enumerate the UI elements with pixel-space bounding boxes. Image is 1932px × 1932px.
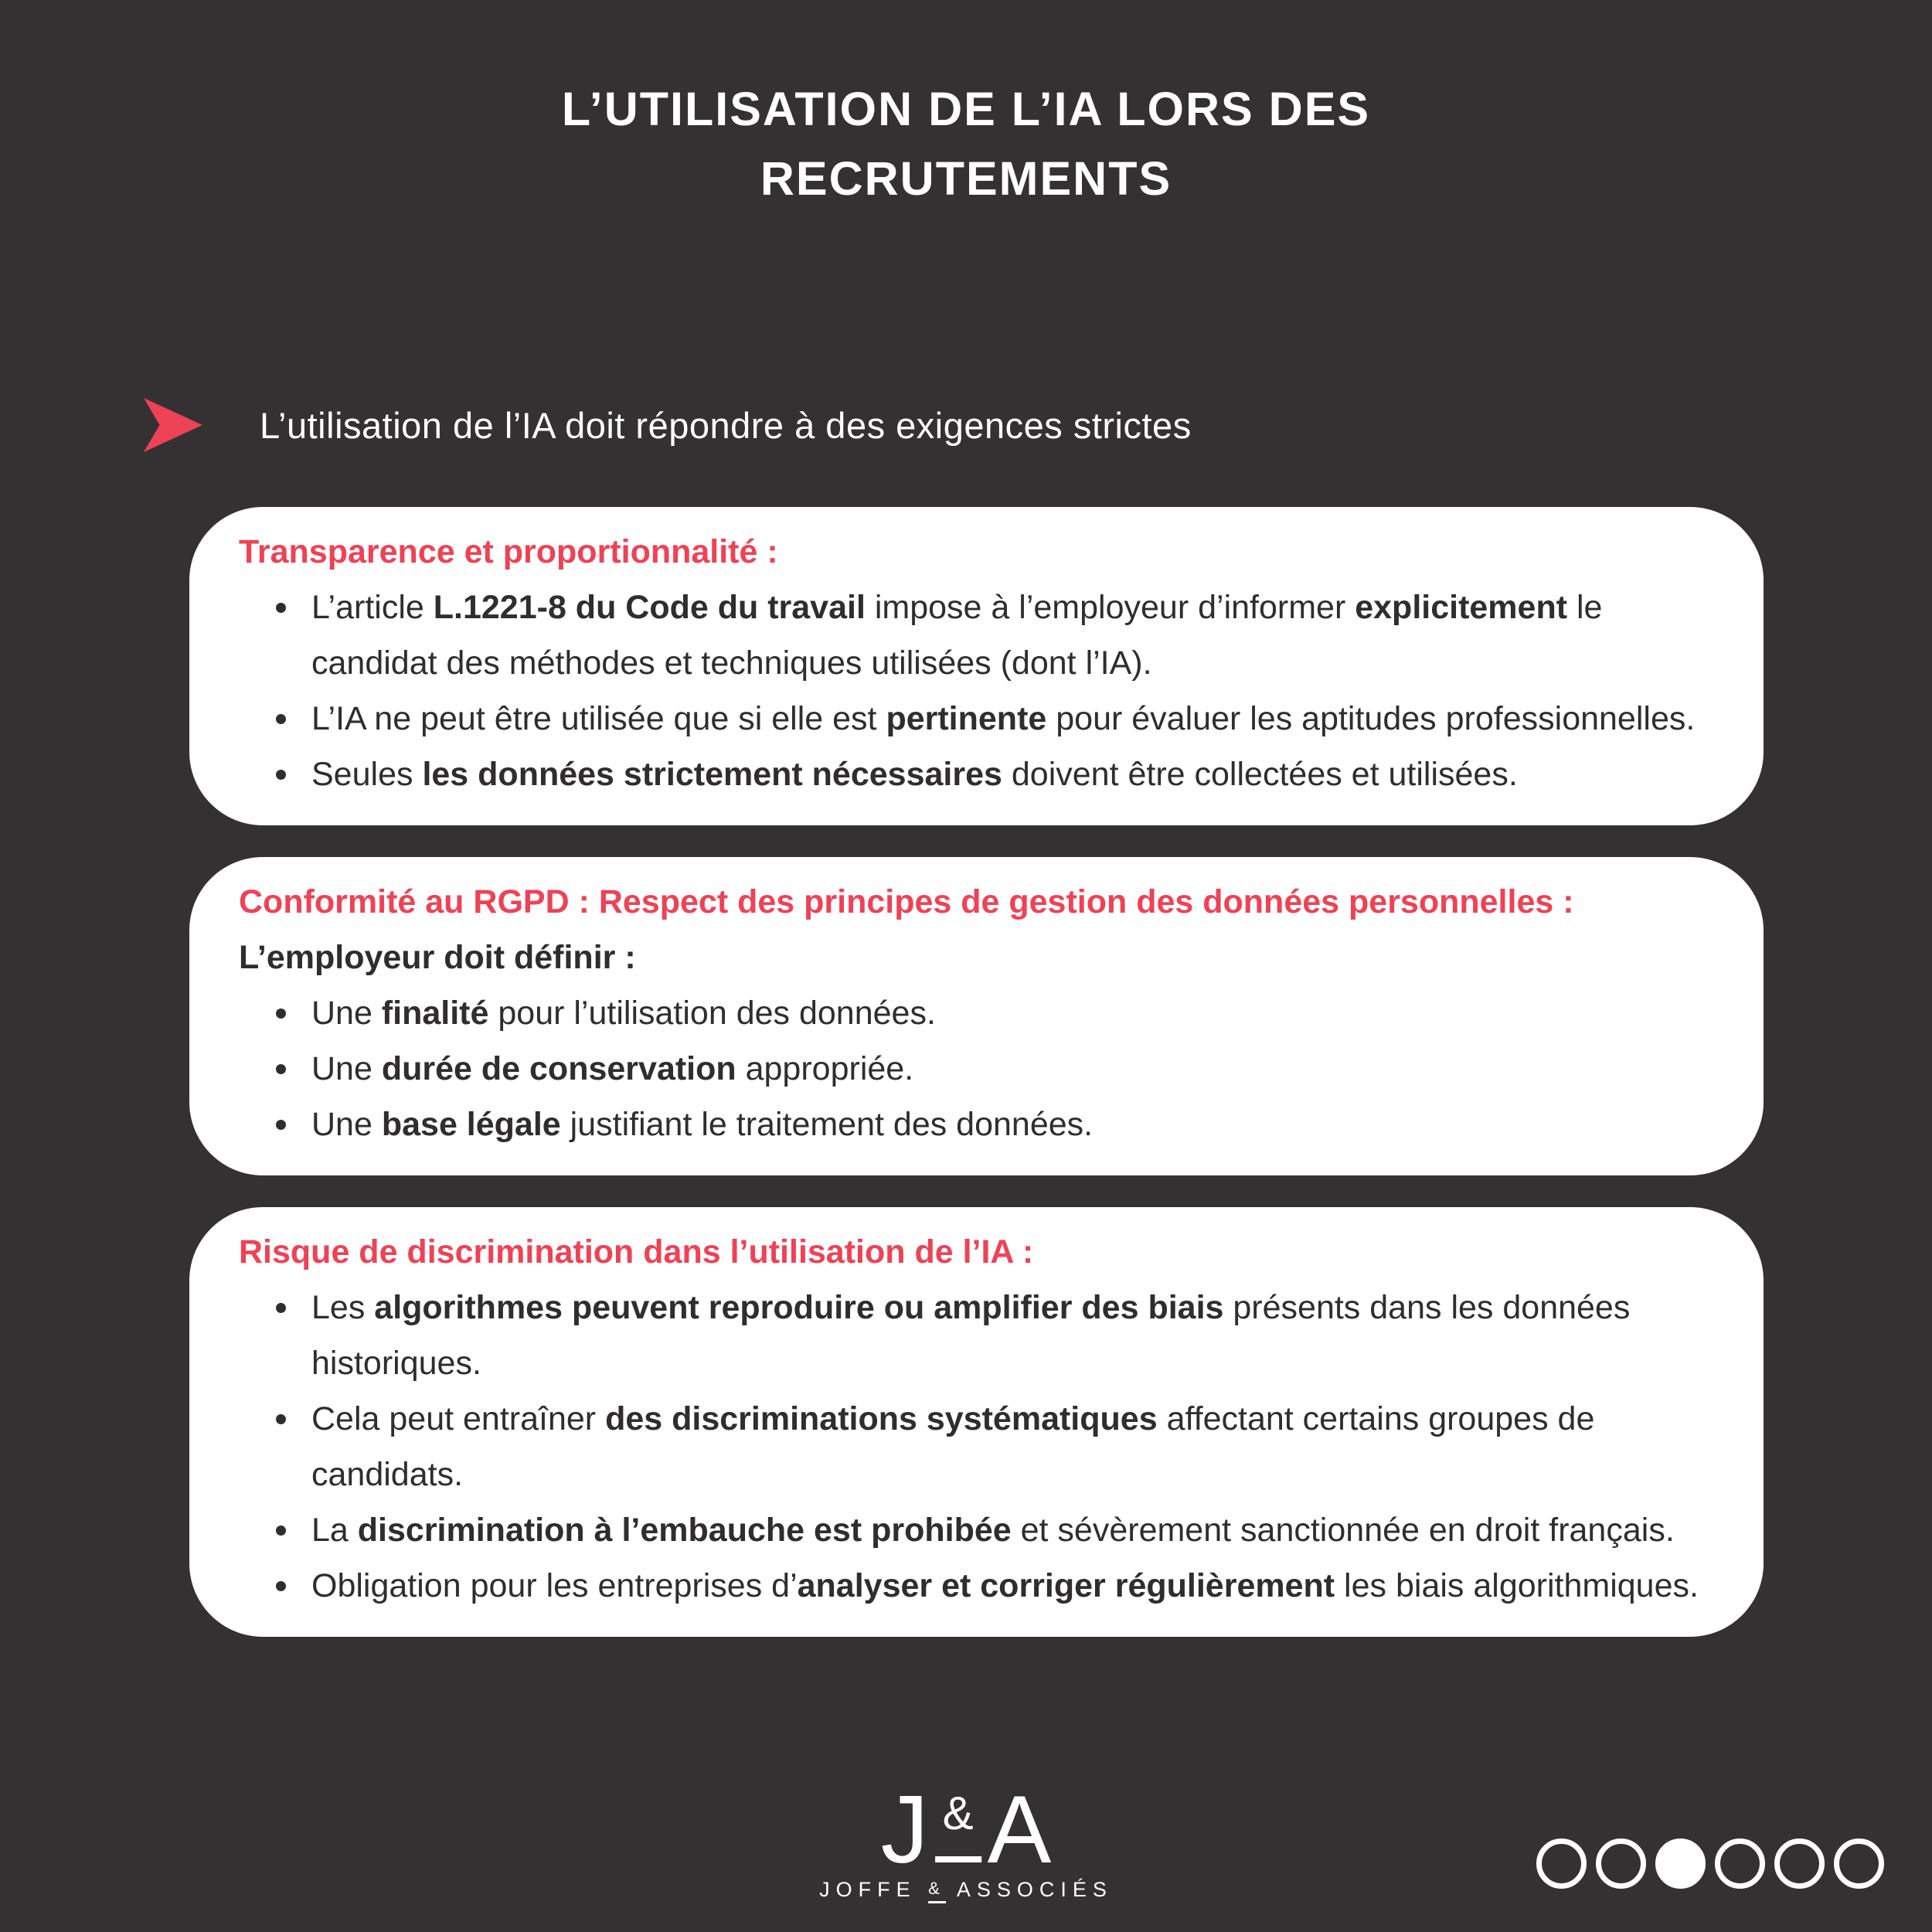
pagination-dot-2[interactable] — [1596, 1838, 1646, 1889]
card-subheading: L’employeur doit définir : — [239, 939, 636, 976]
bullet-list — [239, 580, 1717, 802]
bullet-text-bold: discrimination à l’embauche est prohibée — [357, 1512, 1012, 1549]
bullet-text: Les — [311, 1289, 375, 1326]
card-1 — [189, 507, 1764, 825]
pagination-dot-3[interactable] — [1655, 1838, 1706, 1889]
bullet-text: présents dans les données historiques. — [311, 1289, 1631, 1382]
arrow-right-icon — [144, 398, 202, 452]
bullet-text-bold: base légale — [381, 1106, 561, 1143]
bullet-text-bold: L.1221-8 du Code du travail — [433, 589, 866, 626]
pagination-dot-5[interactable] — [1774, 1838, 1825, 1889]
logo-subtext — [819, 1878, 1113, 1903]
bullet-text: le candidat des méthodes et techniques utilisées (dont l’IA). — [311, 589, 1603, 682]
bullet-item — [271, 691, 1717, 747]
page-title-line1: L’UTILISATION DE L’IA LORS DES — [561, 83, 1371, 135]
card-3 — [189, 1207, 1764, 1637]
pagination-dots — [1536, 1838, 1884, 1889]
card-2 — [189, 857, 1764, 1175]
bullet-item — [271, 1280, 1717, 1391]
bullet-text: L’IA ne peut être utilisée que si elle est — [311, 700, 886, 737]
card-heading: Risque de discrimination dans l’utilisation de l’IA : — [239, 1233, 1034, 1270]
bullet-text: affectant certains groupes de candidats. — [311, 1400, 1595, 1493]
logo-ampersand: & — [942, 1787, 974, 1839]
page-title-line2: RECRUTEMENTS — [760, 152, 1172, 206]
bullet-item — [271, 580, 1717, 691]
bullet-text: Une — [311, 995, 382, 1032]
bullet-list — [239, 1280, 1717, 1614]
pagination-dot-6[interactable] — [1834, 1838, 1884, 1889]
bullet-item — [271, 1097, 1717, 1152]
bullet-text: Une — [311, 1050, 382, 1087]
logo-subtext-ampersand: & — [928, 1879, 946, 1903]
bullet-text: appropriée. — [736, 1050, 914, 1087]
bullet-text-bold: explicitement — [1355, 589, 1568, 626]
logo-subtext-joffe: JOFFE — [819, 1878, 917, 1901]
pagination-dot-1[interactable] — [1536, 1838, 1587, 1889]
bullet-text-bold: analyser et corriger régulièrement — [797, 1567, 1335, 1604]
bullet-item — [271, 747, 1717, 802]
bullet-text: Obligation pour les entreprises d’ — [311, 1567, 798, 1604]
card-heading: Conformité au RGPD : Respect des principes de gestion des données personnelles : — [239, 883, 1574, 920]
logo-subtext-associes: ASSOCIÉS — [956, 1878, 1113, 1901]
bullet-text-bold: finalité — [381, 995, 489, 1032]
logo-letter-a: A — [987, 1777, 1052, 1883]
pagination-dot-4[interactable] — [1715, 1838, 1765, 1889]
bullet-text: La — [311, 1512, 358, 1549]
bullet-text-bold: durée de conservation — [381, 1050, 736, 1087]
bullet-text: doivent être collectées et utilisées. — [1002, 756, 1518, 793]
bullet-list — [239, 985, 1717, 1152]
logo-letter-j: J — [880, 1777, 929, 1883]
bullet-item — [271, 1502, 1717, 1558]
bullet-item — [271, 1041, 1717, 1097]
bullet-text: et sévèrement sanctionnée en droit français. — [1011, 1512, 1675, 1549]
logo-ampersand-block — [929, 1787, 988, 1866]
bullet-text: impose à l’employeur d’informer — [865, 589, 1355, 626]
bullet-text: justifiant le traitement des données. — [560, 1106, 1094, 1143]
bullet-text: pour évaluer les aptitudes professionnelles. — [1046, 700, 1696, 737]
bullet-text: pour l’utilisation des données. — [488, 995, 936, 1032]
subtitle-row — [144, 398, 1192, 452]
bullet-text: les biais algorithmiques. — [1335, 1567, 1699, 1604]
bullet-text: L’article — [311, 589, 434, 626]
bullet-item — [271, 985, 1717, 1041]
bullet-text: Une — [311, 1106, 382, 1143]
logo-underscore-bar — [935, 1856, 981, 1862]
bullet-text-bold: les données strictement nécessaires — [422, 756, 1002, 793]
logo-mark — [819, 1777, 1113, 1883]
bullet-text-bold: pertinente — [886, 700, 1047, 737]
bullet-text: Cela peut entraîner — [311, 1400, 606, 1437]
joffe-associes-logo — [819, 1777, 1113, 1903]
cards-container — [189, 507, 1764, 1637]
subtitle-text: L’utilisation de l’IA doit répondre à des exigences strictes — [260, 404, 1192, 446]
bullet-item — [271, 1558, 1717, 1614]
bullet-text-bold: algorithmes peuvent reproduire ou amplifier des biais — [374, 1289, 1224, 1326]
bullet-item — [271, 1391, 1717, 1502]
bullet-text-bold: des discriminations systématiques — [605, 1400, 1158, 1437]
page-title — [0, 74, 1932, 214]
bullet-text: Seules — [311, 756, 423, 793]
card-heading: Transparence et proportionnalité : — [239, 533, 778, 570]
